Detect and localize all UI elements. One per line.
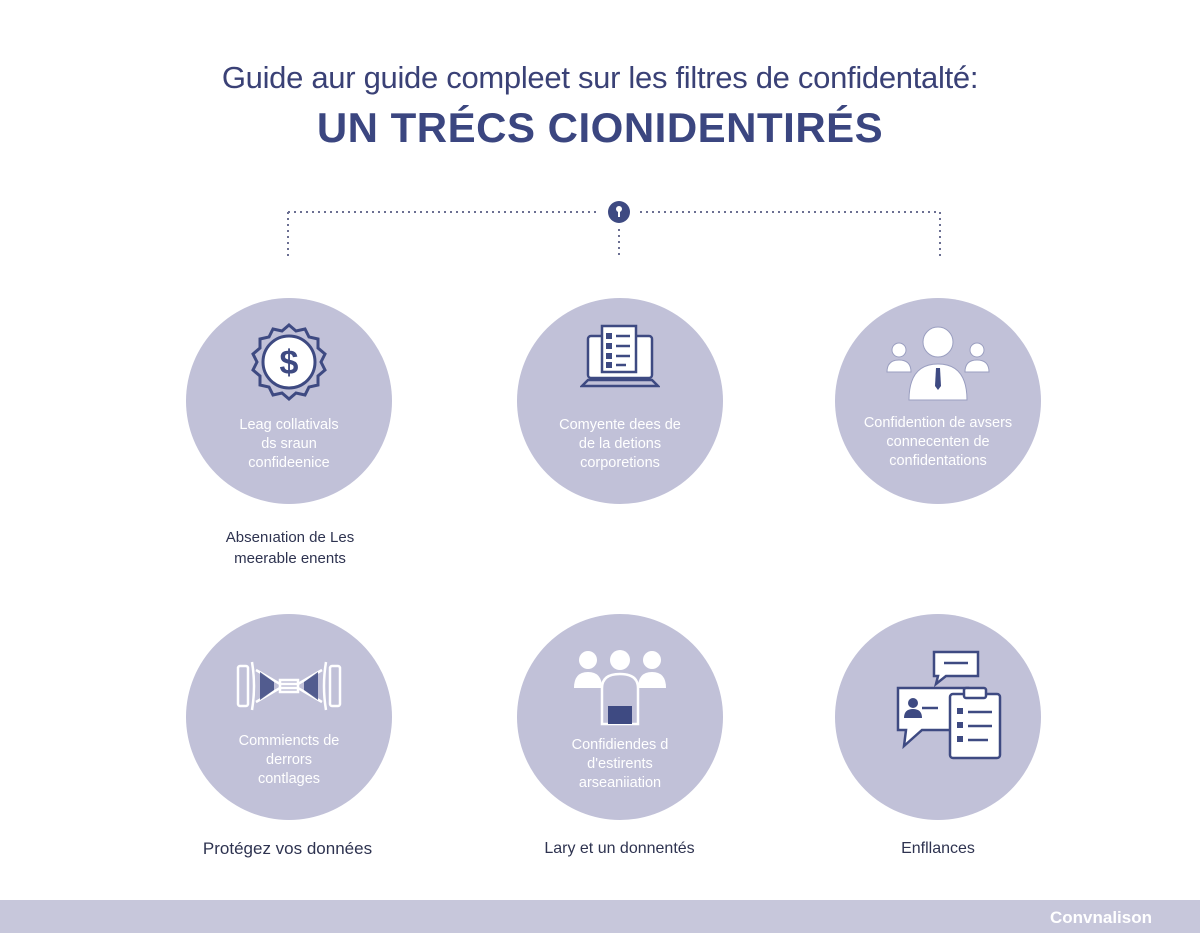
- node-1-text: Leag collativals ds sraun confideenice: [239, 417, 339, 471]
- svg-text:$: $: [279, 344, 299, 382]
- node-1: [186, 298, 392, 504]
- dollar-badge-icon: [247, 320, 331, 404]
- connector-lines: [0, 195, 1200, 265]
- page-title: Guide aur guide compleet sur les filtres de confidentalté:: [221, 60, 979, 95]
- info-pin-icon: [608, 201, 630, 223]
- footer-text: Convnalison: [1049, 908, 1152, 927]
- node-2-text: Comyente dees de de la detions corporetions: [559, 417, 681, 471]
- team-group-icon: [572, 644, 668, 728]
- filter-funnel-icon: [234, 656, 344, 716]
- node-4: [186, 614, 392, 820]
- node-5-text: Confidiendes d d'estirents arseaniiation: [571, 737, 669, 791]
- chat-document-icon: [864, 646, 1012, 766]
- footer-bar: [0, 900, 1200, 933]
- business-people-icon: [883, 324, 993, 402]
- node-4-text: Commiencts de derrors contlages: [238, 733, 340, 787]
- node-3: [835, 298, 1041, 504]
- node-6-caption: Enfllances: [901, 840, 975, 857]
- node-1-caption: Absenıation de Les meerable enents: [225, 529, 355, 567]
- node-4-caption: Protégez vos données: [202, 839, 373, 858]
- monitor-checklist-icon: [580, 322, 660, 394]
- node-6: [835, 614, 1041, 820]
- node-3-text: Confidention de avsers connecenten de confidentations: [863, 415, 1013, 469]
- node-2: [517, 298, 723, 504]
- page-subtitle: UN TRÉCS CIONIDENTIRÉS: [316, 104, 884, 151]
- node-5: [517, 614, 723, 820]
- node-5-caption: Lary et un donnentés: [544, 840, 695, 857]
